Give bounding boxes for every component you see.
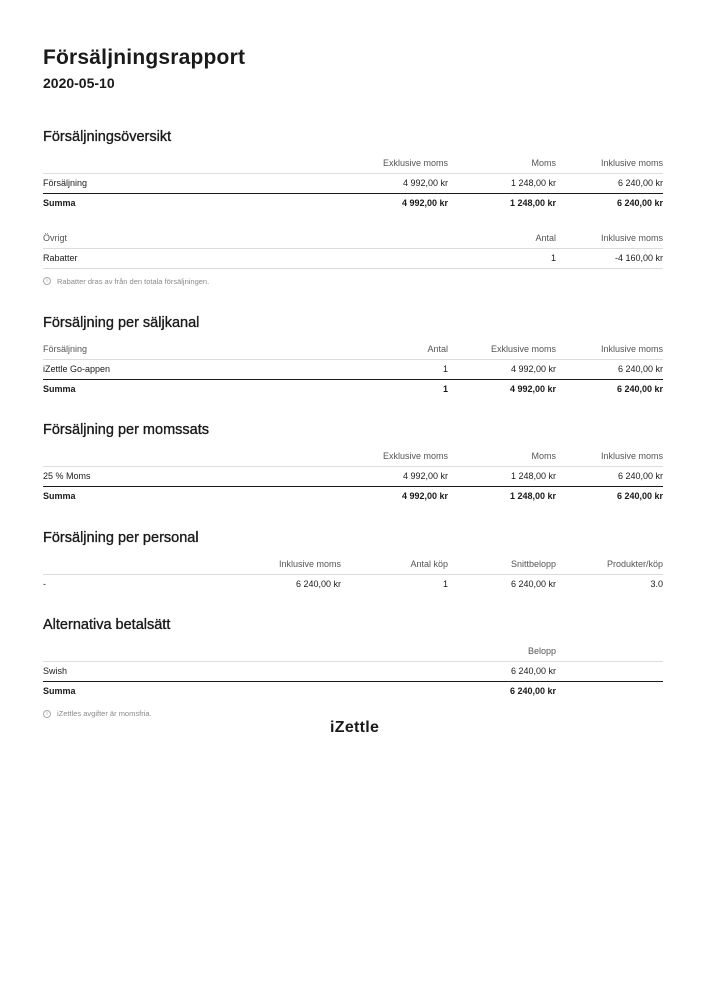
row-antal: 1 <box>442 579 448 590</box>
sum-antal: 1 <box>233 379 448 399</box>
row-incl: 6 240,00 kr <box>617 364 663 374</box>
vat-col-excl: Exklusive moms <box>233 446 448 466</box>
sum-label: Summa <box>43 193 233 213</box>
payments-table <box>43 641 663 701</box>
payments-col-empty <box>556 641 663 661</box>
sum-excl: 4 992,00 kr <box>233 486 448 506</box>
row-antal: 1 <box>442 364 448 374</box>
izettle-logo: iZettle <box>330 719 380 736</box>
sum-label: Summa <box>43 379 233 399</box>
staff-table <box>43 554 663 594</box>
staff-col-prod: Produkter/köp <box>556 554 663 574</box>
payments-header-row <box>43 641 663 661</box>
staff-col-label <box>43 554 233 574</box>
row-label: 25 % Moms <box>43 471 91 481</box>
row-incl: -4 160,00 kr <box>556 248 663 268</box>
fees-note <box>43 709 663 718</box>
sum-incl: 6 240,00 kr <box>556 379 663 399</box>
payments-col-label <box>43 641 448 661</box>
overview-header-row <box>43 153 663 173</box>
sum-incl: 6 240,00 kr <box>556 486 663 506</box>
sum-moms: 1 248,00 kr <box>448 193 556 213</box>
sum-row <box>43 193 663 213</box>
info-circle-icon: i <box>43 277 51 285</box>
row-moms: 1 248,00 kr <box>510 471 556 481</box>
report-page <box>43 44 663 718</box>
sum-excl: 4 992,00 kr <box>233 193 448 213</box>
vat-col-label <box>43 446 233 466</box>
info-circle-icon: i <box>43 710 51 718</box>
table-row <box>43 248 663 268</box>
channel-header-row <box>43 339 663 359</box>
channel-table <box>43 339 663 399</box>
payments-col-belopp: Belopp <box>448 641 556 661</box>
table-row <box>43 574 663 594</box>
row-belopp: 6 240,00 kr <box>510 666 556 676</box>
sum-excl: 4 992,00 kr <box>448 379 556 399</box>
sum-row <box>43 486 663 506</box>
fees-note-text: iZettles avgifter är momsfria. <box>57 709 152 718</box>
row-excl: 4 992,00 kr <box>402 178 448 188</box>
overview-table <box>43 153 663 213</box>
channel-col-incl: Inklusive moms <box>556 339 663 359</box>
row-label: Swish <box>43 666 68 676</box>
staff-header-row <box>43 554 663 574</box>
sum-row <box>43 379 663 399</box>
overview-col-label <box>43 153 233 173</box>
row-antal: 1 <box>448 248 556 268</box>
table-row <box>43 359 663 379</box>
vat-col-incl: Inklusive moms <box>556 446 663 466</box>
channel-section <box>43 314 663 399</box>
channel-col-label: Försäljning <box>43 339 233 359</box>
vat-header-row <box>43 446 663 466</box>
sum-moms: 1 248,00 kr <box>448 486 556 506</box>
channel-heading: Försäljning per säljkanal <box>43 315 200 331</box>
row-label: Försäljning <box>43 178 88 188</box>
discount-note <box>43 277 663 286</box>
vat-col-moms: Moms <box>448 446 556 466</box>
staff-heading: Försäljning per personal <box>43 530 199 546</box>
sum-belopp: 6 240,00 kr <box>448 681 556 701</box>
other-col-incl: Inklusive moms <box>556 228 663 248</box>
other-col-label: Övrigt <box>43 228 448 248</box>
sum-row <box>43 681 663 701</box>
overview-section <box>43 128 663 286</box>
sum-incl: 6 240,00 kr <box>556 193 663 213</box>
report-date: 2020-05-10 <box>43 75 115 91</box>
row-moms: 1 248,00 kr <box>510 178 556 188</box>
discount-note-text: Rabatter dras av från den totala försäljningen. <box>57 276 210 286</box>
payments-section <box>43 616 663 718</box>
overview-heading: Försäljningsöversikt <box>43 129 172 145</box>
row-snitt: 6 240,00 kr <box>510 579 556 590</box>
row-label: - <box>43 579 46 590</box>
overview-col-excl: Exklusive moms <box>233 153 448 173</box>
row-incl: 6 240,00 kr <box>617 178 663 188</box>
row-excl: 4 992,00 kr <box>510 364 556 374</box>
table-row <box>43 661 663 681</box>
row-empty <box>556 661 663 681</box>
row-excl: 4 992,00 kr <box>402 471 448 481</box>
sum-label: Summa <box>43 486 233 506</box>
other-table <box>43 228 663 269</box>
vat-table <box>43 446 663 506</box>
report-title: Försäljningsrapport <box>43 46 246 69</box>
channel-col-antal: Antal <box>233 339 448 359</box>
sum-label: Summa <box>43 681 448 701</box>
table-row <box>43 173 663 193</box>
table-row <box>43 466 663 486</box>
row-label: iZettle Go-appen <box>43 364 111 374</box>
channel-col-excl: Exklusive moms <box>448 339 556 359</box>
other-col-antal: Antal <box>448 228 556 248</box>
staff-col-snitt: Snittbelopp <box>448 554 556 574</box>
staff-section <box>43 529 663 594</box>
vat-heading: Försäljning per momssats <box>43 422 209 438</box>
row-prod: 3.0 <box>650 579 663 590</box>
overview-col-moms: Moms <box>448 153 556 173</box>
row-incl: 6 240,00 kr <box>617 471 663 481</box>
sum-empty <box>556 681 663 701</box>
staff-col-antal: Antal köp <box>341 554 448 574</box>
row-label: Rabatter <box>43 248 448 268</box>
overview-col-incl: Inklusive moms <box>556 153 663 173</box>
staff-col-incl: Inklusive moms <box>233 554 341 574</box>
row-incl: 6 240,00 kr <box>295 579 341 590</box>
payments-heading: Alternativa betalsätt <box>43 617 171 633</box>
vat-section <box>43 421 663 506</box>
other-header-row <box>43 228 663 248</box>
